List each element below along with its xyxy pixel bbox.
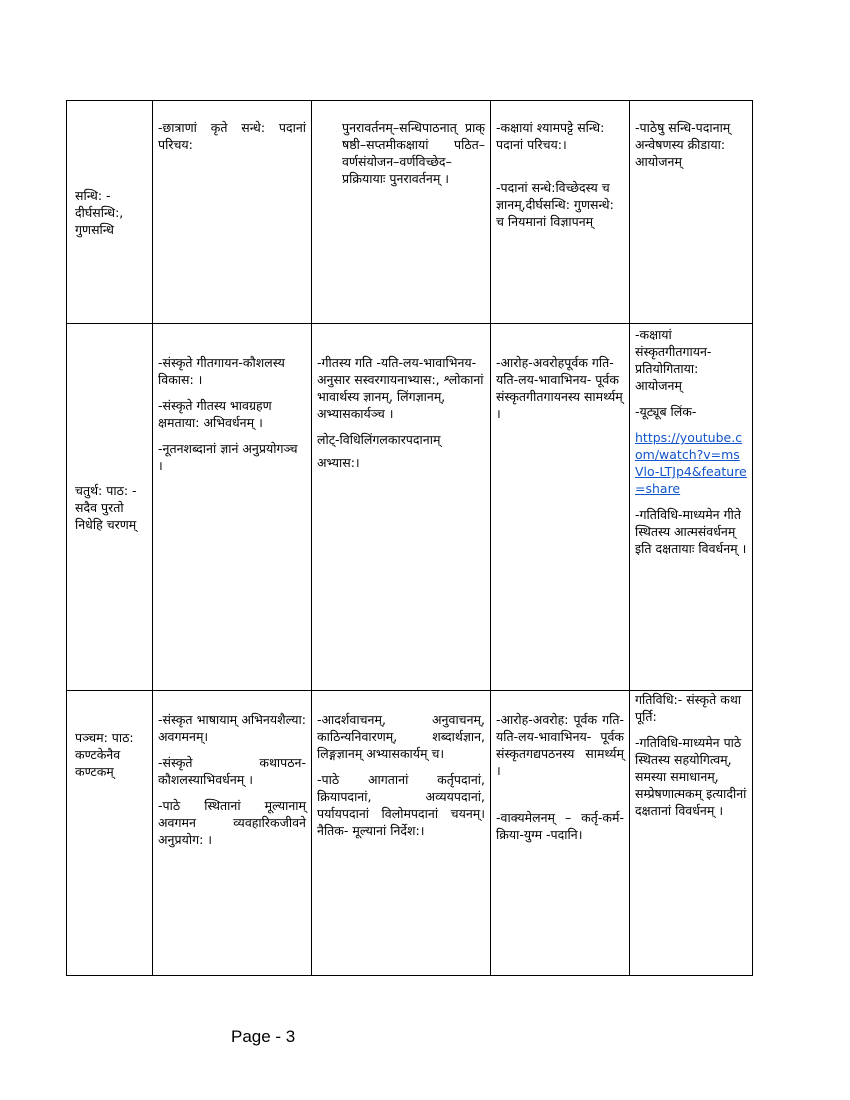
cell-text: -संस्कृते कथापठन-कौशलस्याभिवर्धनम् । bbox=[158, 755, 306, 787]
cell-text: गतिविधि:- संस्कृते कथा पूर्ति: bbox=[635, 692, 742, 724]
cell-text: -कक्षायां संस्कृतगीतगायन- प्रतियोगिताया: आयोजनम् bbox=[635, 327, 712, 393]
cell-text: -गतिविधि-माध्यमेन गीते स्थितस्य आत्मसंवर्धनम् इति दक्षतायाः विवर्धनम् । bbox=[635, 507, 747, 556]
cell-text: -आरोह-अवरोह: पूर्वक गति-यति-लय-भावाभिनय- पूर्वक संस्कृतगद्यपठनस्य सामर्थ्यम् । bbox=[496, 712, 624, 778]
cell-text: -आदर्शवाचनम्, अनुवाचनम्, काठिन्यनिवारणम्, शब्दार्थज्ञान, लिङ्गज्ञानम् अभ्यासकार्यम् च। bbox=[317, 712, 485, 761]
assessment-cell bbox=[630, 324, 753, 691]
youtube-link[interactable]: https://youtube.com/watch?v=msVlo-LTJp4&feature=share bbox=[635, 430, 747, 496]
activity-cell bbox=[312, 101, 491, 324]
outcome-cell bbox=[491, 691, 630, 976]
assessment-cell bbox=[630, 101, 753, 324]
cell-text: लोट्-विधिलिंगलकारपदानाम् bbox=[317, 432, 441, 447]
cell-text: -संस्कृते गीतस्य भावग्रहण क्षमताया: अभिवर्धनम् । bbox=[158, 398, 272, 430]
objective-cell bbox=[153, 101, 312, 324]
objective-cell bbox=[153, 324, 312, 691]
objective-cell bbox=[153, 691, 312, 976]
activity-cell bbox=[312, 691, 491, 976]
cell-text: -गीतस्य गति -यति-लय-भावाभिनय-अनुसार सस्वरगायनाभ्यास:, श्लोकानां भावार्थस्य ज्ञानम्, लिंगज्ञानम्, अभ्यासकार्यञ्च । bbox=[317, 355, 484, 421]
cell-text: -पाठे आगतानां कर्तृपदानां, क्रियापदानां, अव्ययपदानां, पर्यायपदानां विलोमपदानां चयनम्। नैतिक- मूल्यानां निर्देश:। bbox=[317, 772, 485, 838]
cell-text: -आरोह-अवरोहपूर्वक गति-यति-लय-भावाभिनय- पूर्वक संस्कृतगीतगायनस्य सामर्थ्यम् । bbox=[496, 355, 623, 421]
assessment-cell bbox=[630, 691, 753, 976]
topic-cell: चतुर्थ: पाठ: - सदैव पुरतो निधेहि चरणम् bbox=[67, 324, 153, 691]
activity-cell bbox=[312, 324, 491, 691]
cell-text: -वाक्यमेलनम् – कर्तृ-कर्म-क्रिया-युग्म -पदानि। bbox=[496, 810, 624, 842]
table-row bbox=[67, 101, 753, 324]
table-row bbox=[67, 324, 753, 691]
cell-text: -पाठेषु सन्धि-पदानाम् अन्वेषणस्य क्रीडाया: आयोजनम् bbox=[635, 120, 731, 169]
cell-text: -संस्कृत भाषायाम् अभिनयशैल्या: अवगमनम्। bbox=[158, 712, 306, 744]
topic-cell: सन्धि: - दीर्घसन्धि:, गुणसन्धि bbox=[67, 101, 153, 324]
outcome-cell bbox=[491, 101, 630, 324]
cell-text: -गतिविधि-माध्यमेन पाठे स्थितस्य सहयोगित्वम्, समस्या समाधानम्, सम्प्रेषणात्मकम् इत्यादीनां दक्षतानां विवर्धनम् । bbox=[635, 735, 747, 818]
cell-text: -संस्कृते गीतगायन-कौशलस्य विकास: । bbox=[158, 355, 285, 387]
cell-text: -पदानां सन्धे:विच्छेदस्य च ज्ञानम्,दीर्घसन्धि: गुणसन्धे: च नियमानां विज्ञापनम् bbox=[496, 180, 614, 229]
cell-text: -यूट्यूब लिंक- bbox=[635, 404, 697, 419]
outcome-cell bbox=[491, 324, 630, 691]
cell-text: पुनरावर्तनम्–सन्धिपाठनात् प्राक् षष्ठी–सप्तमीकक्षायां पठित–वर्णसंयोजन–वर्णविच्छेद–प्रक्रियायाः पुनरावर्तनम् । bbox=[342, 120, 485, 186]
table-row bbox=[67, 691, 753, 976]
cell-text: -कक्षायां श्यामपट्टे सन्धि: पदानां परिचय:। bbox=[496, 120, 605, 152]
topic-cell: पञ्चम: पाठ: कण्टकेनैव कण्टकम् bbox=[67, 691, 153, 976]
cell-text: -छात्राणां कृते सन्धे: पदानां परिचय: bbox=[158, 120, 306, 152]
page-number: Page - 3 bbox=[231, 1027, 296, 1046]
cell-text: -पाठे स्थितानां मूल्यानाम् अवगमन व्यवहारिकजीवने अनुप्रयोग: । bbox=[158, 798, 306, 847]
lesson-plan-table bbox=[66, 100, 753, 976]
cell-text: -नूतनशब्दानां ज्ञानं अनुप्रयोगञ्च । bbox=[158, 441, 298, 473]
cell-text: अभ्यास:। bbox=[317, 455, 360, 470]
